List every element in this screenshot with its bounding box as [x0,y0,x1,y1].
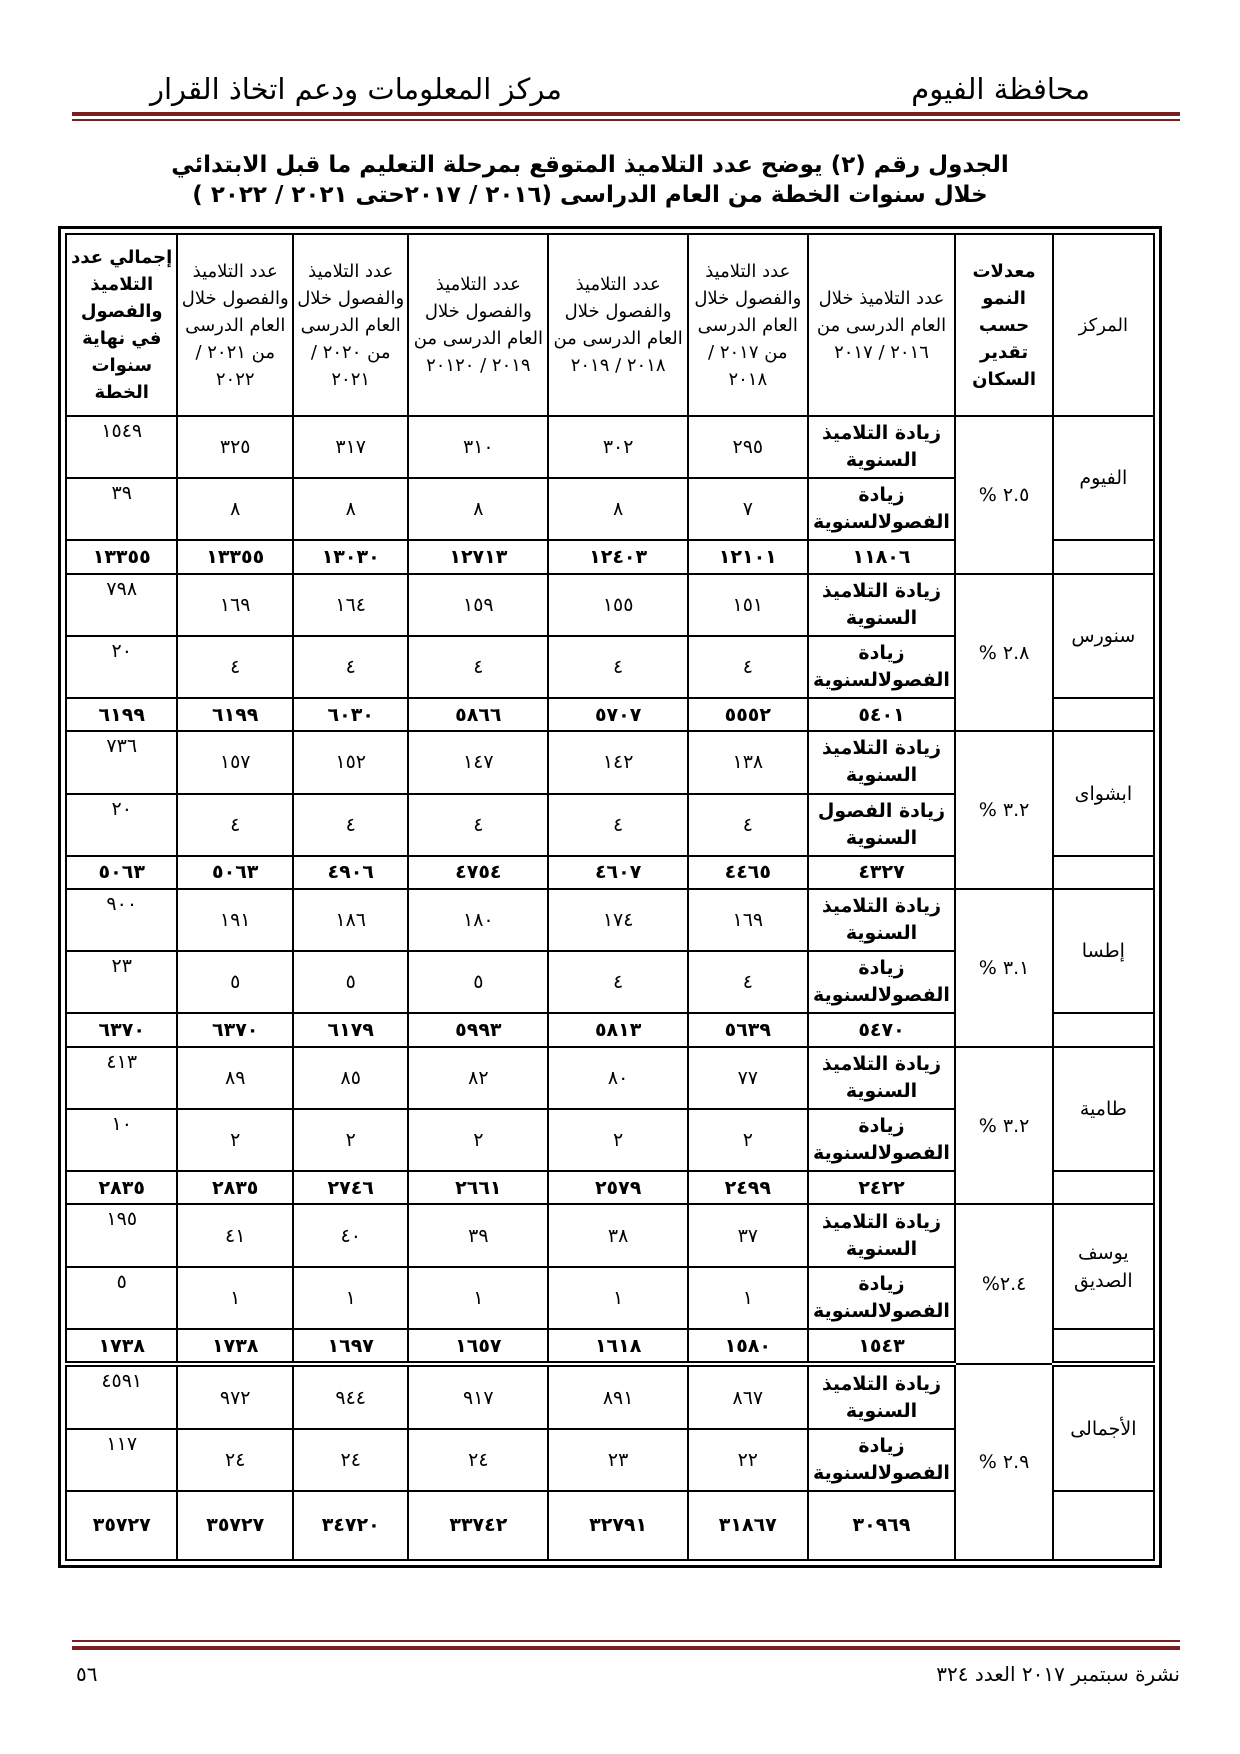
cell-value: ١٩١ [177,889,292,951]
markaz-name: ابشواى [1053,731,1154,855]
cell-value: ٤٥٩١ [66,1364,177,1428]
cell-value: ٢ [408,1109,548,1171]
cell-value: ٢ [177,1109,292,1171]
markaz-name: طامية [1053,1047,1154,1171]
cell-value: ٧٩٨ [66,574,177,636]
cell-value: ١٨٦ [293,889,408,951]
table-row [66,416,1154,478]
cell-total: ١٧٣٨ [66,1329,177,1365]
cell-value: ١٥٢ [293,731,408,793]
col-total: إجمالي عدد التلاميذ والفصول في نهاية سنوات الخطة [66,234,177,416]
cell-value: ١٥٤٩ [66,416,177,478]
col-2022: عدد التلاميذ والفصول خلال العام الدرسى من ٢٠٢١ / ٢٠٢٢ [177,234,292,416]
growth-rate: ٢.٥ % [955,416,1052,574]
markaz-name: يوسف الصديق [1053,1204,1154,1328]
cell-total: ١١٨٠٦ [808,540,956,573]
cell-value: ١٦٩ [177,574,292,636]
markaz-name: الأجمالى [1053,1364,1154,1491]
cell-total: ١٥٤٣ [808,1329,956,1365]
cell-value: ٢ [688,1109,808,1171]
governorate-title: محافظة الفيوم [911,72,1090,106]
cell-total: ٥٤٧٠ [808,1013,956,1046]
cell-value: ١٥١ [688,574,808,636]
cell-total: ٢٦٦١ [408,1171,548,1204]
col-2021: عدد التلاميذ والفصول خلال العام الدرسى من ٢٠٢٠ / ٢٠٢١ [293,234,408,416]
row-label-students: زيادة التلاميذ السنوية [808,731,956,793]
table-frame [58,226,1162,1568]
students-table [65,233,1155,1561]
cell-value: ٢٣ [66,951,177,1013]
cell-value: ١ [177,1267,292,1329]
cell-total: ٤٩٠٦ [293,856,408,889]
footer-rule [72,1646,1180,1650]
cell-value: ١ [688,1267,808,1329]
table-row [66,1364,1154,1428]
cell-value: ١٦٤ [293,574,408,636]
cell-value: ٧٣٦ [66,731,177,793]
cell-total: ٢٤٩٩ [688,1171,808,1204]
center-title: مركز المعلومات ودعم اتخاذ القرار [150,72,562,106]
cell-value: ١١٧ [66,1429,177,1491]
cell-value: ٢ [548,1109,688,1171]
cell-value: ٨٢ [408,1047,548,1109]
row-label-students: زيادة التلاميذ السنوية [808,1047,956,1109]
cell-value: ١٨٠ [408,889,548,951]
cell-total: ١٦١٨ [548,1329,688,1365]
cell-total: ٢٤٢٢ [808,1171,956,1204]
page-header [150,72,1090,112]
growth-rate: ٢.٨ % [955,574,1052,732]
table-row [66,731,1154,793]
row-label-classes: زيادة الفصولالسنوية [808,1267,956,1329]
cell-value: ٢٩٥ [688,416,808,478]
table-row [66,1047,1154,1109]
cell-total: ٦١٧٩ [293,1013,408,1046]
row-label-students: زيادة التلاميذ السنوية [808,1204,956,1266]
cell-total: ٢٨٣٥ [66,1171,177,1204]
cell-value: ٢٢ [688,1429,808,1491]
header-rule-thin [72,119,1180,121]
table-row [66,889,1154,951]
row-label-students: زيادة التلاميذ السنوية [808,416,956,478]
growth-rate: ٣.٢ % [955,1047,1052,1205]
cell-value: ١٥٩ [408,574,548,636]
cell-total: ٤٣٢٧ [808,856,956,889]
table-title-line2: خلال سنوات الخطة من العام الدراسى (٢٠١٦ / ٢٠١٧حتى ٢٠٢١ / ٢٠٢٢ ) [192,182,988,208]
cell-value: ١ [408,1267,548,1329]
cell-value: ٨٩ [177,1047,292,1109]
cell-total: ٥٨٦٦ [408,698,548,731]
cell-value: ٤ [293,636,408,698]
cell-total: ٣٥٧٢٧ [177,1491,292,1560]
markaz-name: الفيوم [1053,416,1154,540]
cell-value: ١٥٧ [177,731,292,793]
cell-total: ٢٨٣٥ [177,1171,292,1204]
header-rule [72,112,1180,116]
cell-value: ٧٧ [688,1047,808,1109]
cell-total: ٦١٩٩ [66,698,177,731]
cell-total: ٥٠٦٣ [66,856,177,889]
cell-value: ٤٠ [293,1204,408,1266]
cell-value: ٨ [408,478,548,540]
empty-cell [1053,1329,1154,1365]
row-label-classes: زيادة الفصولالسنوية [808,636,956,698]
cell-total: ٣٣٧٤٢ [408,1491,548,1560]
cell-value: ٣٩ [408,1204,548,1266]
cell-value: ٨٩١ [548,1364,688,1428]
cell-total: ٣٥٧٢٧ [66,1491,177,1560]
row-label-classes: زيادة الفصولالسنوية [808,1109,956,1171]
cell-value: ٤ [177,636,292,698]
cell-value: ٥ [177,951,292,1013]
cell-value: ٥ [408,951,548,1013]
table-row [66,574,1154,636]
cell-total: ٣٤٧٢٠ [293,1491,408,1560]
cell-total: ٦٣٧٠ [66,1013,177,1046]
cell-total: ١٥٨٠ [688,1329,808,1365]
row-label-students: زيادة التلاميذ السنوية [808,889,956,951]
cell-total: ٥٦٣٩ [688,1013,808,1046]
cell-total: ١٣٠٣٠ [293,540,408,573]
cell-total: ٤٧٥٤ [408,856,548,889]
cell-value: ٨٦٧ [688,1364,808,1428]
cell-total: ٣١٨٦٧ [688,1491,808,1560]
empty-cell [1053,1491,1154,1560]
cell-total: ١٦٩٧ [293,1329,408,1365]
cell-value: ٢ [293,1109,408,1171]
row-label-classes: زيادة الفصولالسنوية [808,478,956,540]
cell-total: ٥٤٠١ [808,698,956,731]
cell-value: ١٣٨ [688,731,808,793]
table-title [150,150,1030,210]
cell-value: ١٧٤ [548,889,688,951]
growth-rate: ٣.٢ % [955,731,1052,889]
footer-rule-thin [72,1640,1180,1642]
cell-value: ٣٨ [548,1204,688,1266]
cell-value: ٤١٣ [66,1047,177,1109]
cell-value: ٩٠٠ [66,889,177,951]
cell-total: ١٢٤٠٣ [548,540,688,573]
cell-total: ٥٧٠٧ [548,698,688,731]
cell-value: ٣٢٥ [177,416,292,478]
row-label-students: زيادة التلاميذ السنوية [808,574,956,636]
cell-total: ١٢١٠١ [688,540,808,573]
table-title-line1: الجدول رقم (٢) يوضح عدد التلاميذ المتوقع بمرحلة التعليم ما قبل الابتدائي [171,152,1009,178]
cell-value: ٤ [548,636,688,698]
cell-value: ٢٤ [293,1429,408,1491]
cell-value: ٢٠ [66,794,177,856]
cell-value: ١٤٢ [548,731,688,793]
cell-value: ٨ [548,478,688,540]
cell-value: ٥ [66,1267,177,1329]
growth-rate: ٣.١ % [955,889,1052,1047]
cell-value: ٨ [177,478,292,540]
cell-total: ١٣٣٥٥ [177,540,292,573]
cell-value: ٣٠٢ [548,416,688,478]
cell-value: ٩٤٤ [293,1364,408,1428]
cell-value: ٤ [688,951,808,1013]
col-markaz: المركز [1053,234,1154,416]
markaz-name: سنورس [1053,574,1154,698]
cell-total: ٤٤٦٥ [688,856,808,889]
cell-value: ٨٥ [293,1047,408,1109]
cell-total: ٦١٩٩ [177,698,292,731]
col-growth: معدلات النمو حسب تقدير السكان [955,234,1052,416]
cell-value: ٢٤ [177,1429,292,1491]
empty-cell [1053,540,1154,573]
cell-value: ٣١٧ [293,416,408,478]
cell-value: ٤١ [177,1204,292,1266]
cell-total: ١٧٣٨ [177,1329,292,1365]
cell-value: ٢٤ [408,1429,548,1491]
cell-total: ٥٥٥٢ [688,698,808,731]
cell-total: ٣٠٩٦٩ [808,1491,956,1560]
cell-value: ١٤٧ [408,731,548,793]
empty-cell [1053,1013,1154,1046]
growth-rate: ٢.٩ % [955,1364,1052,1560]
cell-value: ١٥٥ [548,574,688,636]
cell-value: ٨ [293,478,408,540]
row-label-classes: زيادة الفصولالسنوية [808,951,956,1013]
cell-value: ٢٣ [548,1429,688,1491]
bulletin-info: نشرة سبتمبر ٢٠١٧ العدد ٣٢٤ [936,1662,1180,1686]
cell-total: ١٣٣٥٥ [66,540,177,573]
cell-total: ٦٣٧٠ [177,1013,292,1046]
cell-total: ٦٠٣٠ [293,698,408,731]
cell-total: ٣٢٧٩١ [548,1491,688,1560]
cell-value: ٣١٠ [408,416,548,478]
cell-value: ٤ [177,794,292,856]
markaz-name: إطسا [1053,889,1154,1013]
cell-value: ٤ [548,794,688,856]
cell-total: ١٢٧١٣ [408,540,548,573]
table-row [66,1204,1154,1266]
empty-cell [1053,856,1154,889]
cell-value: ٤ [688,794,808,856]
cell-value: ٤ [293,794,408,856]
cell-value: ٨٠ [548,1047,688,1109]
cell-value: ١٠ [66,1109,177,1171]
row-label-classes: زيادة الفصولالسنوية [808,1429,956,1491]
cell-value: ٩٧٢ [177,1364,292,1428]
cell-total: ٥٠٦٣ [177,856,292,889]
cell-total: ٥٨١٣ [548,1013,688,1046]
empty-cell [1053,1171,1154,1204]
cell-value: ٣٧ [688,1204,808,1266]
empty-cell [1053,698,1154,731]
cell-total: ٢٧٤٦ [293,1171,408,1204]
page-number: ٥٦ [76,1662,98,1686]
cell-total: ٤٦٠٧ [548,856,688,889]
growth-rate: ٢.٤% [955,1204,1052,1364]
cell-value: ٤ [548,951,688,1013]
cell-value: ١٩٥ [66,1204,177,1266]
cell-total: ٥٩٩٣ [408,1013,548,1046]
col-2018: عدد التلاميذ والفصول خلال العام الدرسى من ٢٠١٧ / ٢٠١٨ [688,234,808,416]
col-2019: عدد التلاميذ والفصول خلال العام الدرسى من ٢٠١٨ / ٢٠١٩ [548,234,688,416]
cell-value: ٤ [688,636,808,698]
cell-value: ٧ [688,478,808,540]
col-base: عدد التلاميذ خلال العام الدرسى من ٢٠١٦ / ٢٠١٧ [808,234,956,416]
cell-value: ١ [548,1267,688,1329]
cell-value: ١ [293,1267,408,1329]
cell-value: ٩١٧ [408,1364,548,1428]
cell-value: ٤ [408,636,548,698]
cell-total: ٢٥٧٩ [548,1171,688,1204]
cell-total: ١٦٥٧ [408,1329,548,1365]
cell-value: ١٦٩ [688,889,808,951]
col-2020: عدد التلاميذ والفصول خلال العام الدرسى من ٢٠١٩ / ٢٠١٢٠ [408,234,548,416]
cell-value: ٢٠ [66,636,177,698]
cell-value: ٤ [408,794,548,856]
cell-value: ٣٩ [66,478,177,540]
cell-value: ٥ [293,951,408,1013]
row-label-classes: زيادة الفصول السنوية [808,794,956,856]
row-label-students: زيادة التلاميذ السنوية [808,1364,956,1428]
